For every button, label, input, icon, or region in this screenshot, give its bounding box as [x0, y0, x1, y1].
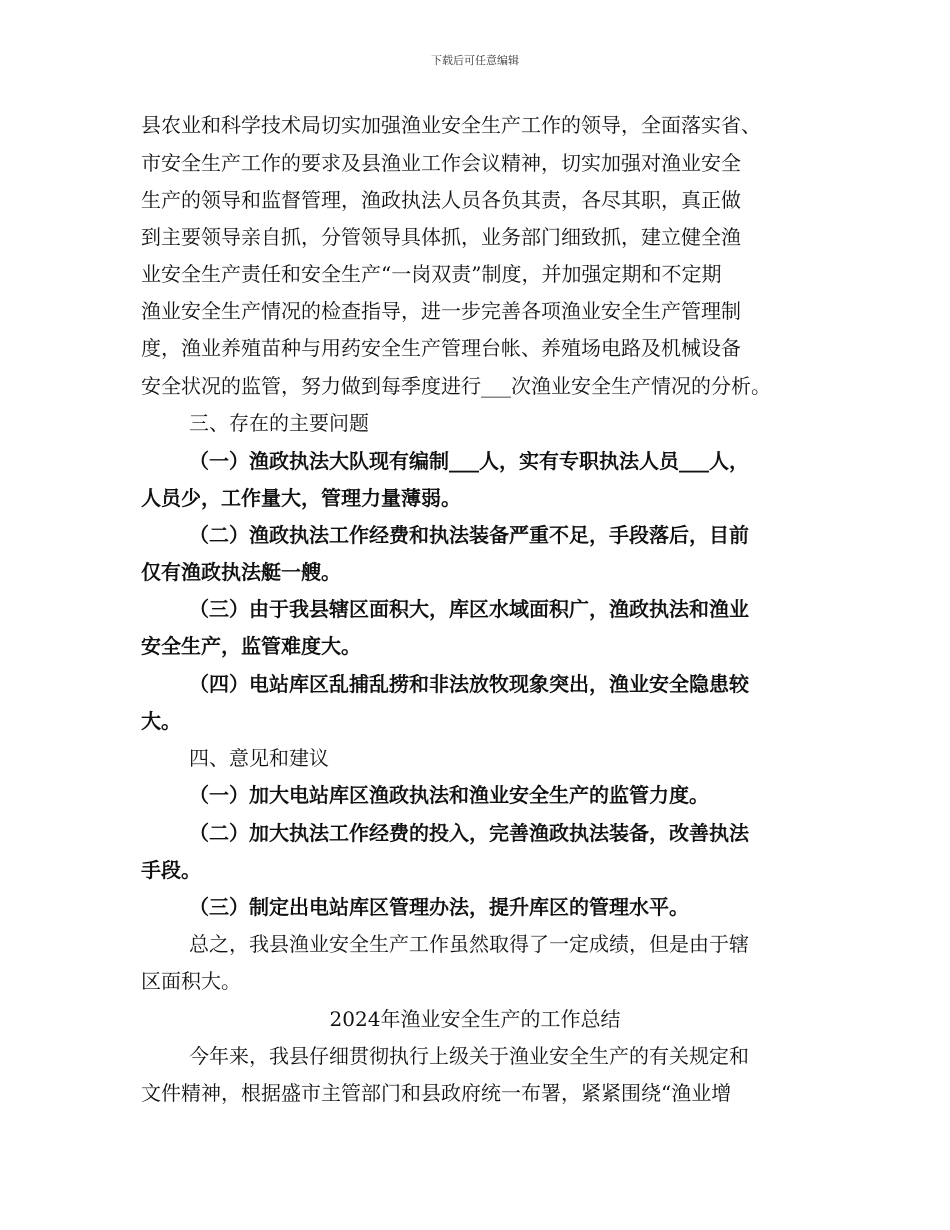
paragraph-line: [0, 330, 950, 366]
paragraph-line: [0, 293, 950, 329]
section-item-line: [0, 443, 950, 479]
section-item-line: [0, 554, 950, 590]
text-line: 区面积大。: [141, 969, 241, 993]
paragraph-line: [0, 107, 950, 143]
section-item-line: [0, 703, 950, 739]
text-line: 到主要领导亲自抓，分管领导具体抓，业务部门细致抓，建立健全渔: [141, 225, 741, 249]
paragraph-line: [0, 1075, 950, 1111]
section-item-line: [0, 852, 950, 888]
text-line: 三、存在的主要问题: [189, 411, 369, 435]
text-line: （二）加大执法工作经费的投入，完善渔政执法装备，改善执法: [189, 821, 749, 845]
text-line: 手段。: [141, 858, 201, 882]
text-line: 市安全生产工作的要求及县渔业工作会议精神，切实加强对渔业安全: [141, 151, 741, 175]
text-line: 生产的领导和监督管理，渔政执法人员各负其责，各尽其职，真正做: [141, 188, 741, 212]
text-line: （二）渔政执法工作经费和执法装备严重不足，手段落后，目前: [189, 523, 749, 547]
section-item-line: [0, 480, 950, 516]
paragraph-line: [0, 926, 950, 962]
paragraph-line: [0, 368, 950, 404]
text-line: 仅有渔政执法艇一艘。: [141, 560, 341, 584]
text-line: 县农业和科学技术局切实加强渔业安全生产工作的领导，全面落实省、: [141, 113, 761, 137]
paragraph-line: [0, 182, 950, 218]
section-item-line: [0, 517, 950, 553]
text-line: 四、意见和建议: [189, 746, 329, 770]
section-item-line: [0, 666, 950, 702]
document-title: 2024年渔业安全生产的工作总结: [329, 1007, 621, 1031]
text-line: （一）加大电站库区渔政执法和渔业安全生产的监管力度。: [189, 783, 709, 807]
section-item-line: [0, 591, 950, 627]
text-line: 安全生产，监管难度大。: [141, 634, 361, 658]
text-line: 大。: [141, 709, 181, 733]
page-header-note: 下载后可任意编辑: [431, 54, 519, 67]
text-line: （三）制定出电站库区管理办法，提升库区的管理水平。: [189, 895, 689, 919]
section-item-line: [0, 815, 950, 851]
section-item-line: [0, 889, 950, 925]
text-line: 人员少，工作量大，管理力量薄弱。: [141, 486, 461, 510]
text-line: 度，渔业养殖苗种与用药安全生产管理台帐、养殖场电路及机械设备: [141, 336, 741, 360]
text-line: 总之，我县渔业安全生产工作虽然取得了一定成绩，但是由于辖: [189, 932, 749, 956]
text-line: 文件精神，根据盛市主管部门和县政府统一布署，紧紧围绕“渔业增: [141, 1081, 732, 1105]
text-line: （四）电站库区乱捕乱捞和非法放牧现象突出，渔业安全隐患较: [189, 672, 749, 696]
text-line: 渔业安全生产情况的检查指导，进一步完善各项渔业安全生产管理制: [141, 299, 741, 323]
paragraph-line: [0, 963, 950, 999]
paragraph-line: [0, 145, 950, 181]
section-heading: [0, 405, 950, 441]
section-item-line: [0, 777, 950, 813]
paragraph-line: [0, 219, 950, 255]
paragraph-line: [0, 256, 950, 292]
text-line: （一）渔政执法大队现有编制___人，实有专职执法人员___人，: [189, 449, 749, 473]
text-line: 业安全生产责任和安全生产“一岗双责”制度，并加强定期和不定期: [141, 262, 722, 286]
text-line: 今年来，我县仔细贯彻执行上级关于渔业安全生产的有关规定和: [189, 1044, 749, 1068]
section-heading: [0, 740, 950, 776]
text-line: （三）由于我县辖区面积大，库区水域面积广，渔政执法和渔业: [189, 597, 749, 621]
section-item-line: [0, 628, 950, 664]
text-line: 安全状况的监管，努力做到每季度进行___次渔业安全生产情况的分析。: [141, 374, 771, 398]
paragraph-line: [0, 1038, 950, 1074]
